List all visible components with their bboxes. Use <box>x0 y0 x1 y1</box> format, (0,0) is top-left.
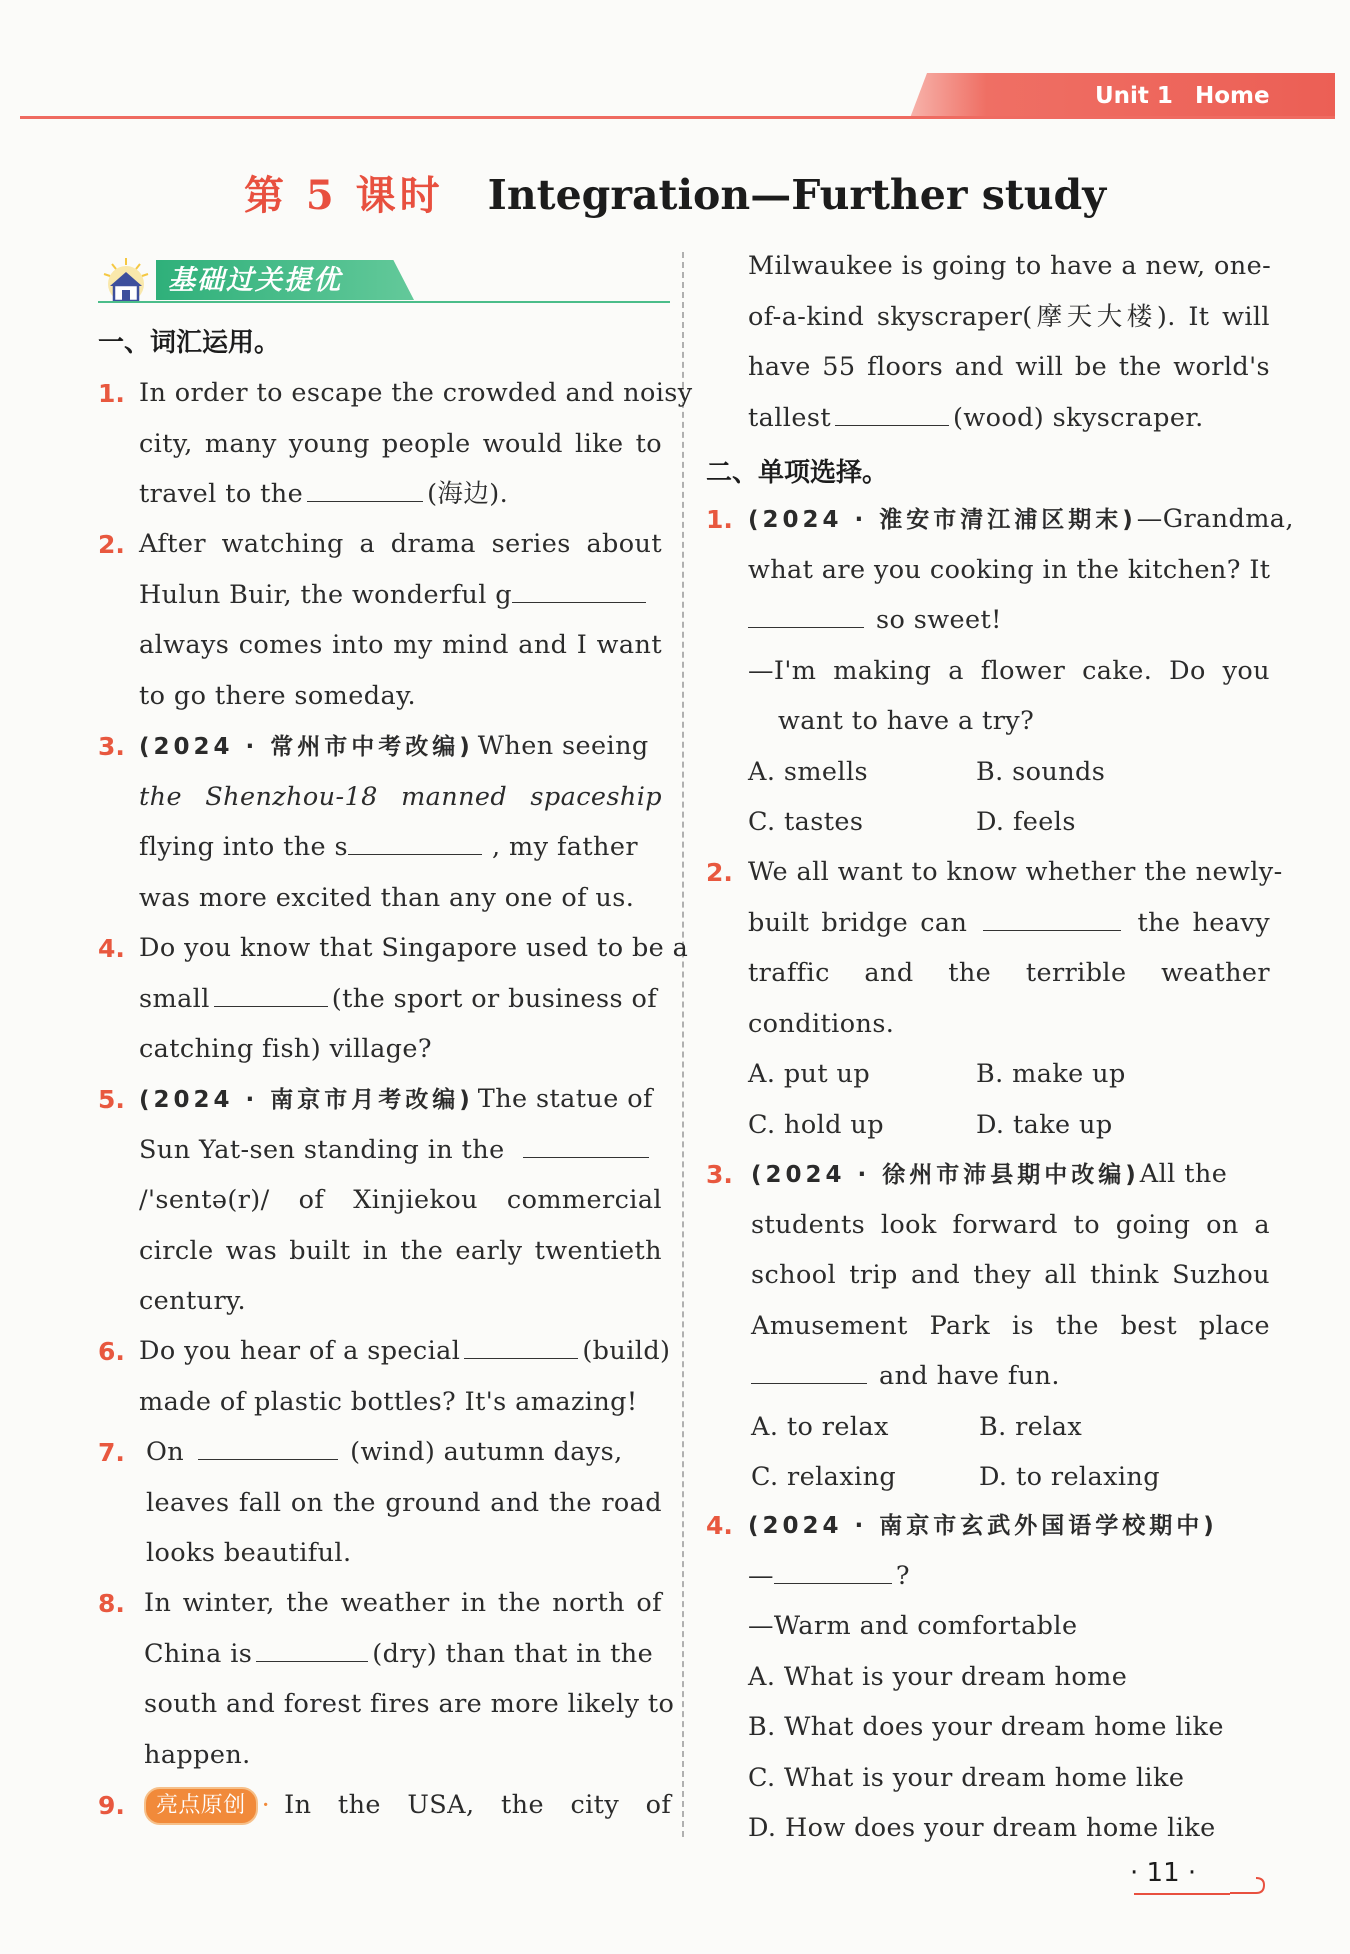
answer-blank[interactable] <box>774 1582 892 1584</box>
unit-topic: Home <box>1194 83 1270 109</box>
vocab-q2 <box>139 519 662 721</box>
vocab-q2-line4: to go there someday. <box>139 680 416 711</box>
running-header <box>1095 78 1292 114</box>
mcq-q3-line4: Amusement Park is the best place <box>751 1310 1270 1341</box>
vocab-q7-line3: looks beautiful. <box>146 1538 352 1568</box>
vocab-q5-line3: /'sentə(r)/ of Xinjiekou commercial <box>139 1185 662 1215</box>
question-source: (2024 · 南京市玄武外国语学校期中) <box>748 1513 1218 1539</box>
vocab-q4-line3: catching fish) village? <box>139 1034 432 1064</box>
house-icon <box>98 256 156 304</box>
option-b[interactable]: B. sounds <box>976 756 1106 787</box>
question-source: (2024 · 淮安市清江浦区期末) <box>748 507 1137 533</box>
mcq-q1-line5: want to have a try? <box>778 706 1035 736</box>
answer-blank[interactable] <box>523 1156 649 1158</box>
mcq-q2-line3: traffic and the terrible weather <box>748 958 1270 988</box>
mcq-q4-line3: —Warm and comfortable <box>748 1611 1078 1641</box>
option-d[interactable]: D. take up <box>976 1109 1113 1140</box>
vocab-q9-number: 9. <box>98 1791 125 1820</box>
vocab-q9-text: In the USA, the city of <box>284 1790 672 1820</box>
mcq-q1-text: —Grandma, <box>1136 504 1294 534</box>
vocab-q6-text: Do you hear of a special <box>139 1336 461 1366</box>
vocab-q5-line5: century. <box>139 1286 246 1316</box>
mcq-q4-qmark: ? <box>895 1560 910 1591</box>
vocab-q3-line4: was more excited than any one of us. <box>139 882 635 913</box>
option-d[interactable]: D. How does your dream home like <box>748 1813 1216 1843</box>
vocab-q6-line2: made of plastic bottles? It's amazing! <box>139 1386 638 1417</box>
vocab-q4-hint: (the sport or business of <box>331 983 658 1014</box>
lesson-number: 第 5 课时 <box>243 172 444 219</box>
vocab-q4 <box>139 923 689 1075</box>
vocab-q4-number: 4. <box>98 934 125 963</box>
mcq-q4-number: 4. <box>706 1511 733 1540</box>
answer-blank[interactable] <box>835 424 949 426</box>
mcq-q4-dash: — <box>748 1560 774 1591</box>
vocab-q9-text2: tallest <box>748 402 831 433</box>
option-a[interactable]: A. put up <box>748 1059 871 1089</box>
vocab-q2-line1: After watching a drama series about <box>139 529 662 559</box>
vocab-q8-line1: In winter, the weather in the north of <box>144 1588 662 1618</box>
answer-blank[interactable] <box>348 853 482 855</box>
header-rule <box>20 116 1335 119</box>
vocab-q5-line4: circle was built in the early twentieth <box>139 1235 662 1266</box>
mcq-q2-text2: the heavy <box>1137 907 1270 938</box>
vocab-q3-text: When seeing <box>477 731 649 761</box>
vocab-q8-text: China is <box>144 1638 253 1669</box>
vocab-q8-line3: south and forest fires are more likely to <box>144 1689 675 1719</box>
vocab-q3-line2: the Shenzhou-18 manned spaceship <box>139 781 662 812</box>
vocab-q7-line2: leaves fall on the ground and the road <box>146 1487 662 1518</box>
vocab-q3-number: 3. <box>98 732 125 761</box>
vocab-q1-line1: In order to escape the crowded and noisy <box>139 378 693 408</box>
mcq-q4 <box>748 1500 1270 1854</box>
mcq-q2-line4: conditions. <box>748 1008 895 1039</box>
mcq-q1-line4: —I'm making a flower cake. Do you <box>748 655 1270 686</box>
option-a[interactable]: A. smells <box>748 756 868 787</box>
vocab-q9-line3: of-a-kind skyscraper(摩天大楼). It will <box>748 301 1270 332</box>
option-c[interactable]: C. hold up <box>748 1109 884 1140</box>
vocab-q9-start: 亮点原创 · In the USA, the city of <box>144 1780 662 1831</box>
lesson-topic: Integration—Further study <box>487 171 1107 219</box>
option-b[interactable]: B. make up <box>976 1059 1126 1089</box>
vocab-q2-text: Hulun Buir, the wonderful g <box>139 579 513 610</box>
banner-underline <box>98 301 670 303</box>
page-number: · 11 · <box>1130 1858 1197 1888</box>
option-a[interactable]: A. What is your dream home <box>748 1661 1128 1692</box>
answer-blank[interactable] <box>464 1357 578 1359</box>
original-badge: 亮点原创 <box>144 1787 258 1825</box>
vocab-q7 <box>146 1427 662 1579</box>
mcq-q2-line1: We all want to know whether the newly- <box>748 857 1283 887</box>
vocab-q5-text2: Sun Yat-sen standing in the <box>139 1134 505 1165</box>
option-a[interactable]: A. to relax <box>751 1411 889 1442</box>
vocab-q8 <box>144 1578 675 1780</box>
mcq-q3-number: 3. <box>706 1160 733 1189</box>
vocab-q9-hint: (wood) skyscraper. <box>953 402 1204 433</box>
vocab-q2-line3: always comes into my mind and I want <box>139 630 662 660</box>
answer-blank[interactable] <box>198 1458 338 1460</box>
answer-blank[interactable] <box>256 1660 368 1662</box>
vocab-q7-number: 7. <box>98 1438 125 1467</box>
unit-label: Unit 1 <box>1095 83 1173 109</box>
vocab-q3-text2: flying into the s <box>139 832 349 862</box>
page-title <box>0 164 1350 221</box>
vocab-q1-line2: city, many young people would like to <box>139 428 662 459</box>
answer-blank[interactable] <box>214 1005 328 1007</box>
vocab-q9-continued <box>748 241 1270 443</box>
mcq-q2 <box>748 847 1283 1150</box>
section1-heading: 一、词汇运用。 <box>98 328 281 358</box>
section-banner <box>98 256 670 306</box>
vocab-q1-number: 1. <box>98 379 125 408</box>
option-b[interactable]: B. relax <box>979 1411 1083 1442</box>
vocab-q9-line2: Milwaukee is going to have a new, one- <box>748 251 1272 281</box>
section2-heading: 二、单项选择。 <box>706 458 889 488</box>
question-source: (2024 · 南京市月考改编) <box>139 1087 474 1113</box>
mcq-q3-line2: students look forward to going on a <box>751 1209 1270 1240</box>
vocab-q1-hint: (海边). <box>427 479 509 509</box>
mcq-q1-text2: so sweet! <box>876 605 1002 635</box>
vocab-q5 <box>139 1074 662 1327</box>
page-arrow-icon <box>1228 1870 1266 1896</box>
page-number-rule <box>1134 1893 1230 1895</box>
mcq-q3-text: All the <box>1139 1159 1228 1189</box>
mcq-q2-text: built bridge can <box>748 907 968 938</box>
answer-blank[interactable] <box>748 626 864 628</box>
vocab-q8-number: 8. <box>98 1589 125 1618</box>
vocab-q8-line4: happen. <box>144 1739 251 1770</box>
vocab-q1 <box>139 368 693 520</box>
vocab-q8-hint: (dry) than that in the <box>372 1638 654 1669</box>
mcq-q1-number: 1. <box>706 505 733 534</box>
question-source: (2024 · 徐州市沛县期中改编) <box>751 1162 1140 1188</box>
vocab-q3 <box>139 721 662 923</box>
vocab-q6 <box>139 1326 671 1427</box>
mcq-q3 <box>751 1149 1270 1503</box>
vocab-q5-number: 5. <box>98 1085 125 1114</box>
answer-blank[interactable] <box>307 500 423 502</box>
answer-blank[interactable] <box>751 1382 867 1384</box>
answer-blank[interactable] <box>983 929 1121 931</box>
question-source: (2024 · 常州市中考改编) <box>139 734 474 760</box>
column-divider <box>682 252 684 1837</box>
option-c[interactable]: C. tastes <box>748 807 864 837</box>
option-c[interactable]: C. relaxing <box>751 1462 897 1492</box>
vocab-q2-number: 2. <box>98 530 125 559</box>
option-b[interactable]: B. What does your dream home like <box>748 1712 1224 1742</box>
option-d[interactable]: D. to relaxing <box>979 1462 1160 1492</box>
mcq-q2-number: 2. <box>706 858 733 887</box>
option-c[interactable]: C. What is your dream home like <box>748 1762 1185 1793</box>
banner-label: 基础过关提优 <box>168 265 342 296</box>
vocab-q3-text3: , my father <box>492 832 638 862</box>
vocab-q1-text: travel to the <box>139 479 304 509</box>
vocab-q7-text: On <box>146 1437 185 1467</box>
vocab-q7-hint: (wind) autumn days, <box>350 1437 623 1467</box>
mcq-q3-text2: and have fun. <box>879 1361 1060 1391</box>
vocab-q9-line4: have 55 floors and will be the world's <box>748 352 1270 382</box>
mcq-q3-line3: school trip and they all think Suzhou <box>751 1260 1270 1290</box>
option-d[interactable]: D. feels <box>976 807 1076 837</box>
vocab-q5-text: The statue of <box>477 1084 653 1114</box>
vocab-q6-number: 6. <box>98 1337 125 1366</box>
vocab-q6-hint: (build) <box>582 1336 671 1366</box>
mcq-q1-line2: what are you cooking in the kitchen? It <box>748 554 1271 585</box>
vocab-q4-text: small <box>139 983 210 1014</box>
vocab-q4-line1: Do you know that Singapore used to be a <box>139 933 689 963</box>
mcq-q1 <box>748 494 1294 848</box>
answer-blank[interactable] <box>512 601 646 603</box>
